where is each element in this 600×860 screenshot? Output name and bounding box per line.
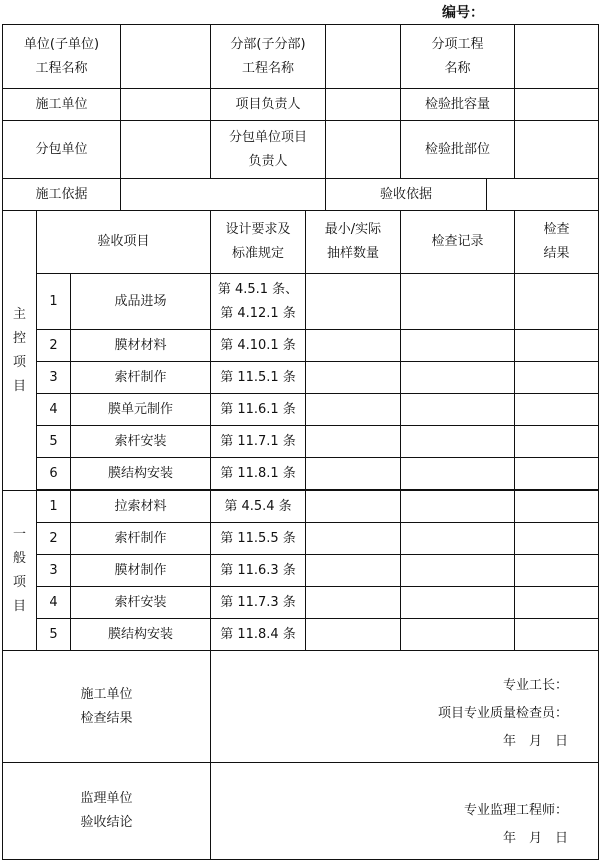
item-name: 索杆安装 xyxy=(71,426,211,458)
item-number: 1 xyxy=(37,491,71,523)
item-name: 膜材材料 xyxy=(71,330,211,362)
item-clause: 第 11.7.3 条 xyxy=(211,587,306,619)
project-manager-label: 项目负责人 xyxy=(211,89,326,121)
item-clause: 第 11.6.3 条 xyxy=(211,555,306,587)
item-number: 5 xyxy=(37,426,71,458)
unit-project-name-label: 单位(子单位) 工程名称 xyxy=(3,25,121,89)
acceptance-item-header: 验收项目 xyxy=(37,211,211,274)
division-project-name-label: 分部(子分部) 工程名称 xyxy=(211,25,326,89)
min-sample-header: 最小/实际 抽样数量 xyxy=(306,211,401,274)
item-clause: 第 11.8.4 条 xyxy=(211,619,306,651)
quality-inspector-label: 项目专业质量检查员： xyxy=(438,706,569,721)
item-number: 4 xyxy=(37,587,71,619)
table-row xyxy=(3,394,599,426)
subcontract-unit-label: 分包单位 xyxy=(3,121,121,179)
sample-count-cell[interactable] xyxy=(306,491,401,523)
sample-count-cell[interactable] xyxy=(306,426,401,458)
check-result-cell[interactable] xyxy=(515,491,599,523)
sample-count-cell[interactable] xyxy=(306,394,401,426)
date-label: 年 月 日 xyxy=(503,734,569,749)
check-record-cell[interactable] xyxy=(401,458,515,490)
check-record-cell[interactable] xyxy=(401,274,515,330)
table-row xyxy=(3,619,599,651)
check-record-cell[interactable] xyxy=(401,330,515,362)
item-clause: 第 4.10.1 条 xyxy=(211,330,306,362)
batch-capacity-label: 检验批容量 xyxy=(401,89,515,121)
batch-location-value[interactable] xyxy=(515,121,599,179)
main-control-group-label: 主 控 项 目 xyxy=(3,211,37,491)
project-manager-value[interactable] xyxy=(326,89,401,121)
item-clause: 第 11.8.1 条 xyxy=(211,458,306,490)
item-name: 膜结构安装 xyxy=(71,458,211,490)
check-result-cell[interactable] xyxy=(515,523,599,555)
acceptance-basis-value[interactable] xyxy=(487,179,599,211)
item-name: 膜材制作 xyxy=(71,555,211,587)
design-requirement-header: 设计要求及 标准规定 xyxy=(211,211,306,274)
sample-count-cell[interactable] xyxy=(306,523,401,555)
supervising-engineer-label: 专业监理工程师： xyxy=(464,803,569,818)
item-name: 索杆制作 xyxy=(71,523,211,555)
sample-count-cell[interactable] xyxy=(306,555,401,587)
batch-location-label: 检验批部位 xyxy=(401,121,515,179)
check-result-cell[interactable] xyxy=(515,330,599,362)
subcontract-manager-label: 分包单位项目 负责人 xyxy=(211,121,326,179)
acceptance-basis-label: 验收依据 xyxy=(326,179,487,211)
unit-project-name-value[interactable] xyxy=(121,25,211,89)
item-name: 索杆安装 xyxy=(71,587,211,619)
item-number: 2 xyxy=(37,523,71,555)
table-row xyxy=(3,362,599,394)
check-result-cell[interactable] xyxy=(515,458,599,490)
construction-basis-label: 施工依据 xyxy=(3,179,121,211)
item-name: 拉索材料 xyxy=(71,491,211,523)
table-row xyxy=(3,458,599,490)
subitem-project-name-value[interactable] xyxy=(515,25,599,89)
item-number: 6 xyxy=(37,458,71,490)
check-record-cell[interactable] xyxy=(401,491,515,523)
check-result-cell[interactable] xyxy=(515,619,599,651)
supervision-conclusion-label: 监理单位 验收结论 xyxy=(3,763,211,860)
inspection-batch-form xyxy=(2,24,599,860)
check-record-cell[interactable] xyxy=(401,362,515,394)
check-record-cell[interactable] xyxy=(401,555,515,587)
form-code-label: 编号： xyxy=(442,5,484,21)
table-row xyxy=(3,523,599,555)
check-result-cell[interactable] xyxy=(515,426,599,458)
foreman-label: 专业工长： xyxy=(503,678,569,693)
division-project-name-value[interactable] xyxy=(326,25,401,89)
check-result-cell[interactable] xyxy=(515,555,599,587)
item-number: 1 xyxy=(37,274,71,330)
check-result-header: 检查 结果 xyxy=(515,211,599,274)
subitem-project-name-label: 分项工程 名称 xyxy=(401,25,515,89)
item-name: 膜结构安装 xyxy=(71,619,211,651)
check-record-cell[interactable] xyxy=(401,394,515,426)
construction-basis-value[interactable] xyxy=(121,179,326,211)
table-row xyxy=(3,426,599,458)
check-result-cell[interactable] xyxy=(515,587,599,619)
item-name: 膜单元制作 xyxy=(71,394,211,426)
table-row xyxy=(3,330,599,362)
item-number: 2 xyxy=(37,330,71,362)
subcontract-manager-value[interactable] xyxy=(326,121,401,179)
item-number: 3 xyxy=(37,362,71,394)
construction-unit-value[interactable] xyxy=(121,89,211,121)
item-clause: 第 11.6.1 条 xyxy=(211,394,306,426)
item-clause: 第 11.5.5 条 xyxy=(211,523,306,555)
construction-check-signature-area[interactable] xyxy=(211,651,599,763)
item-clause: 第 11.5.1 条 xyxy=(211,362,306,394)
table-row xyxy=(3,491,599,523)
general-group-label: 一 般 项 目 xyxy=(3,491,37,651)
check-result-cell[interactable] xyxy=(515,274,599,330)
check-result-cell[interactable] xyxy=(515,394,599,426)
table-row xyxy=(3,555,599,587)
table-row xyxy=(3,274,599,330)
sample-count-cell[interactable] xyxy=(306,458,401,490)
batch-capacity-value[interactable] xyxy=(515,89,599,121)
check-record-cell[interactable] xyxy=(401,426,515,458)
sample-count-cell[interactable] xyxy=(306,619,401,651)
date-label: 年 月 日 xyxy=(503,831,569,846)
item-name: 成品进场 xyxy=(71,274,211,330)
item-clause: 第 11.7.1 条 xyxy=(211,426,306,458)
item-number: 3 xyxy=(37,555,71,587)
item-clause: 第 4.5.4 条 xyxy=(211,491,306,523)
sample-count-cell[interactable] xyxy=(306,587,401,619)
check-record-cell[interactable] xyxy=(401,523,515,555)
item-number: 4 xyxy=(37,394,71,426)
construction-unit-label: 施工单位 xyxy=(3,89,121,121)
check-record-cell[interactable] xyxy=(401,619,515,651)
check-record-cell[interactable] xyxy=(401,587,515,619)
supervision-signature-area[interactable] xyxy=(211,763,599,860)
construction-check-label: 施工单位 检查结果 xyxy=(3,651,211,763)
item-number: 5 xyxy=(37,619,71,651)
subcontract-unit-value[interactable] xyxy=(121,121,211,179)
sample-count-cell[interactable] xyxy=(306,362,401,394)
check-record-header: 检查记录 xyxy=(401,211,515,274)
check-result-cell[interactable] xyxy=(515,362,599,394)
item-name: 索杆制作 xyxy=(71,362,211,394)
sample-count-cell[interactable] xyxy=(306,274,401,330)
sample-count-cell[interactable] xyxy=(306,330,401,362)
item-clause: 第 4.5.1 条、 第 4.12.1 条 xyxy=(211,274,306,330)
table-row xyxy=(3,587,599,619)
